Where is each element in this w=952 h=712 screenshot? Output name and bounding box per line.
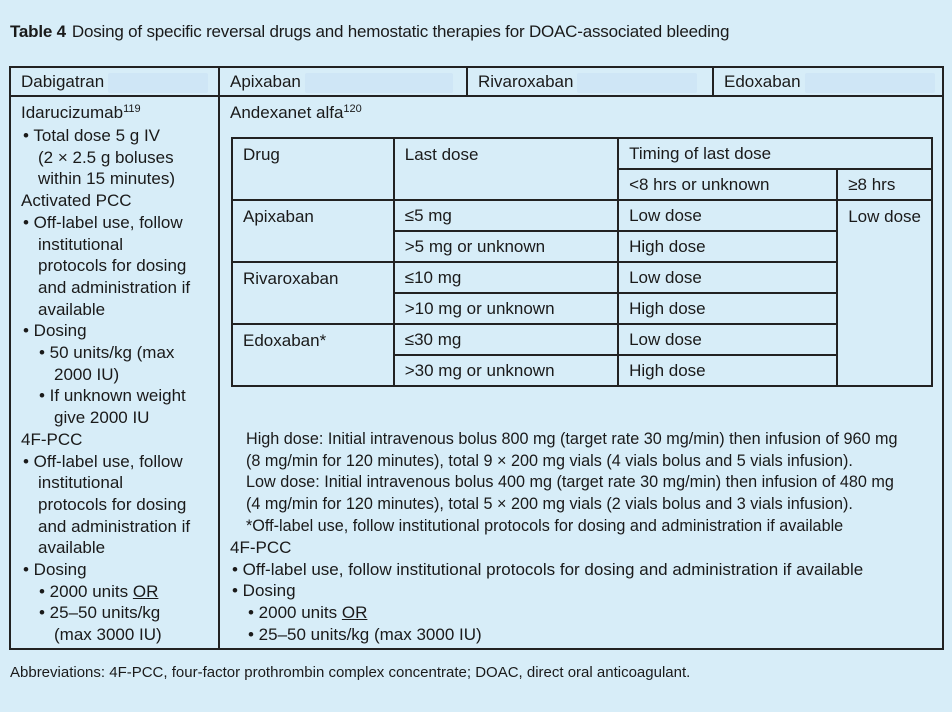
xa-agent <box>230 102 362 124</box>
note-line: High dose: Initial intravenous bolus 800 mg (target rate 30 mg/min) then infusion of 960 mg <box>246 430 898 448</box>
header-edoxaban <box>714 66 942 97</box>
header-highlight <box>305 73 453 93</box>
ge8-cell: Low dose <box>837 200 932 386</box>
header-apixaban <box>220 66 468 97</box>
list-item <box>230 602 863 624</box>
note-line: Low dose: Initial intravenous bolus 400 mg (target rate 30 mg/min) then infusion of 480 mg <box>246 473 894 492</box>
last-dose-cell: >5 mg or unknown <box>394 231 618 262</box>
dabigatran-agent <box>21 102 141 124</box>
list-item: (max 3000 IU) <box>54 625 162 645</box>
note-line: (4 mg/min for 120 minutes), total 5 × 200 mg vials (2 vials bolus and 3 vials infusion). <box>246 495 853 514</box>
list-item: institutional <box>38 234 124 254</box>
table-number: Table 4 <box>10 22 66 41</box>
list-item: • Dosing <box>232 581 296 601</box>
lt8-cell: Low dose <box>618 262 837 293</box>
list-item: within 15 minutes) <box>38 169 176 189</box>
list-item: and administration if <box>38 277 191 297</box>
list-item: • 50 units/kg (max <box>39 343 175 363</box>
last-dose-cell: ≤30 mg <box>394 324 618 355</box>
list-item: • Dosing <box>23 321 87 341</box>
lt8-cell: Low dose <box>618 200 837 231</box>
or-text: OR <box>132 581 159 601</box>
list-item: give 2000 IU <box>54 408 150 428</box>
list-item: (2 × 2.5 g boluses <box>38 147 174 167</box>
col-header-ge8: ≥8 hrs <box>837 169 932 200</box>
list-item: protocols for dosing <box>38 256 187 276</box>
list-item: • If unknown weight <box>39 386 186 406</box>
list-item: • 25–50 units/kg (max 3000 IU) <box>248 624 482 644</box>
last-dose-cell: ≤5 mg <box>394 200 618 231</box>
col-header-last-dose: Last dose <box>394 138 618 200</box>
header-rivaroxaban <box>468 66 714 97</box>
drug-cell: Edoxaban* <box>232 324 394 386</box>
col-header-timing: Timing of last dose <box>618 138 932 169</box>
column-divider <box>712 66 714 97</box>
list-item: available <box>38 538 106 558</box>
lt8-cell: Low dose <box>618 324 837 355</box>
column-divider <box>466 66 468 97</box>
header-label: Apixaban <box>230 72 301 91</box>
note-line: *Off-label use, follow institutional protocols for dosing and administration if available <box>246 516 844 535</box>
andexanet-dose-table <box>231 137 933 387</box>
table-caption <box>10 22 729 42</box>
reference: 120 <box>343 103 362 115</box>
header-highlight <box>577 73 697 93</box>
last-dose-cell: ≤10 mg <box>394 262 618 293</box>
list-item: and administration if <box>38 516 191 536</box>
list-item: • Off-label use, follow institutional protocols for dosing and administration if available <box>232 559 864 579</box>
list-item: • Off-label use, follow <box>23 451 183 471</box>
agent-name: Andexanet alfa <box>230 103 344 122</box>
col-header-drug: Drug <box>232 138 394 200</box>
list-item <box>21 581 190 603</box>
subheading: Activated PCC <box>21 191 132 211</box>
col-header-lt8: <8 hrs or unknown <box>618 169 837 200</box>
last-dose-cell: >30 mg or unknown <box>394 355 618 386</box>
list-item: • Total dose 5 g IV <box>23 126 161 145</box>
xa-pcc <box>230 537 863 646</box>
list-item: 2000 IU) <box>54 364 120 384</box>
subheading: 4F-PCC <box>21 429 83 449</box>
table-row <box>232 138 932 169</box>
table-row <box>232 324 932 355</box>
list-item: institutional <box>38 473 124 493</box>
lt8-cell: High dose <box>618 231 837 262</box>
table-title: Dosing of specific reversal drugs and hemostatic therapies for DOAC-associated bleeding <box>71 22 730 41</box>
lt8-cell: High dose <box>618 355 837 386</box>
abbreviations-footnote: Abbreviations: 4F-PCC, four-factor prothrombin complex concentrate; DOAC, direct oral anticoagulant. <box>10 664 691 681</box>
or-text: OR <box>341 603 368 623</box>
list-item: protocols for dosing <box>38 494 187 514</box>
header-highlight <box>805 73 935 93</box>
column-divider <box>218 66 220 650</box>
header-label: Dabigatran <box>21 72 105 91</box>
table-row <box>232 262 932 293</box>
header-label: Edoxaban <box>724 72 801 91</box>
subheading: 4F-PCC <box>230 538 292 557</box>
dose-notes <box>246 429 897 538</box>
header-label: Rivaroxaban <box>478 72 574 91</box>
header-highlight <box>108 73 208 93</box>
lt8-cell: High dose <box>618 293 837 324</box>
item-text: • 2000 units <box>248 603 338 623</box>
drug-cell: Apixaban <box>232 200 394 262</box>
list-item: • Dosing <box>23 560 87 580</box>
drug-cell: Rivaroxaban <box>232 262 394 324</box>
list-item: • 25–50 units/kg <box>39 603 161 623</box>
item-text: • 2000 units <box>39 581 129 601</box>
list-item: • Off-label use, follow <box>23 212 183 232</box>
last-dose-cell: >10 mg or unknown <box>394 293 618 324</box>
reference: 119 <box>123 103 141 115</box>
table-row <box>232 200 932 231</box>
agent-name: Idarucizumab <box>21 103 124 122</box>
header-dabigatran <box>11 66 220 97</box>
list-item: available <box>38 299 106 319</box>
dabigatran-details <box>21 125 190 646</box>
note-line: (8 mg/min for 120 minutes), total 9 × 200 mg vials (4 vials bolus and 5 vials infusion). <box>246 451 853 470</box>
